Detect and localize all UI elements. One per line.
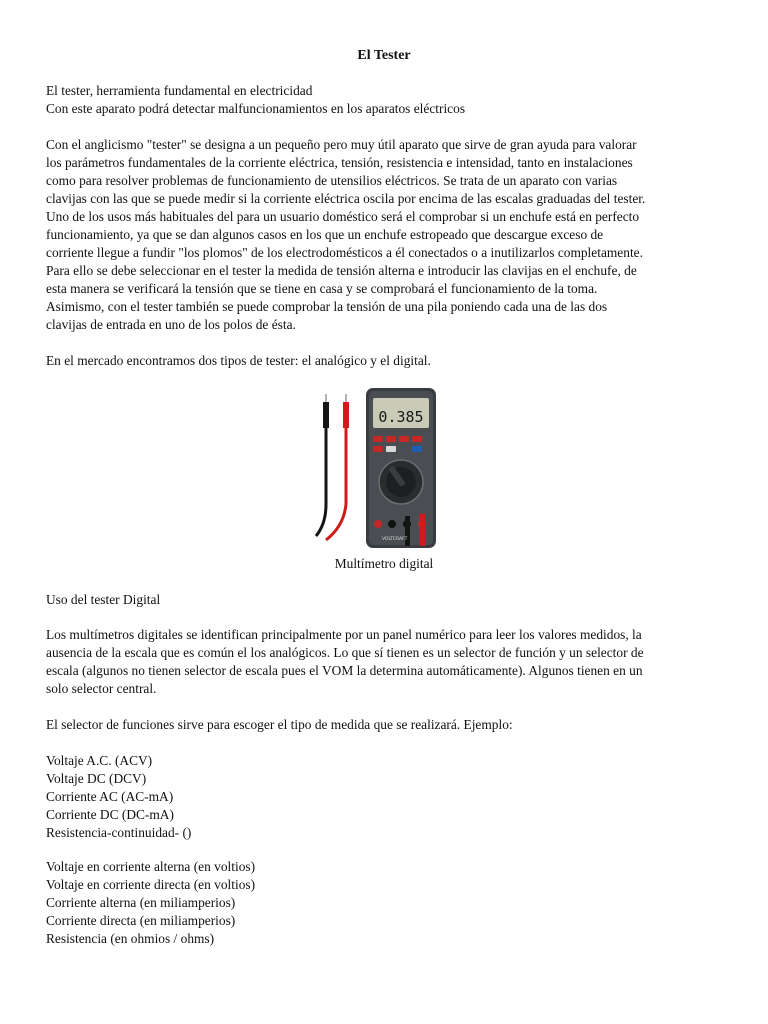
section-heading: Uso del tester Digital — [46, 592, 161, 607]
paragraph-line: funcionamiento, ya que se dan algunos casos en los que un enchufe estropeado que descargue exceso de — [46, 227, 604, 242]
paragraph-3 — [46, 626, 722, 698]
paragraph-line: como para resolver problemas de funcionamiento de utensilios eléctricos. Se trata de un aparato con varias — [46, 173, 618, 188]
list-item: Corriente DC (DC-mA) — [46, 807, 174, 822]
paragraph-line: esta manera se verificará la tensión que se tiene en casa y se comprobará el funcionamiento de la toma. — [46, 281, 598, 296]
document-title: El Tester — [357, 48, 411, 63]
paragraph-line: Uno de los usos más habituales del para un usuario doméstico será el comprobar si un enchufe está en perfecto — [46, 209, 640, 224]
paragraph-2: En el mercado encontramos dos tipos de tester: el analógico y el digital. — [46, 353, 431, 368]
list-item: Voltaje A.C. (ACV) — [46, 753, 153, 768]
paragraph-line: clavijas de entrada en uno de los polos de ésta. — [46, 317, 296, 332]
lcd-display-value: 0.385 — [378, 408, 424, 426]
paragraph-line: escala (algunos no tienen selector de escala pues el VOM la determina automáticamente). Algunos tienen en un — [46, 663, 643, 678]
intro-line: Con este aparato podrá detectar malfuncionamientos en los aparatos eléctricos — [46, 101, 466, 116]
list-item: Voltaje en corriente directa (en voltios) — [46, 877, 256, 892]
figure-caption: Multímetro digital — [334, 556, 434, 571]
function-list-description — [46, 858, 722, 948]
paragraph-line: los parámetros fundamentales de la corriente eléctrica, tensión, resistencia e intensidad, tanto en instalaciones — [46, 155, 633, 170]
paragraph-line: Con el anglicismo "tester" se designa a un pequeño pero muy útil aparato que sirve de gran ayuda para valorar — [46, 137, 637, 152]
list-item: Resistencia (en ohmios / ohms) — [46, 931, 215, 946]
paragraph-1 — [46, 136, 722, 334]
list-item: Voltaje DC (DCV) — [46, 771, 147, 786]
list-item: Resistencia-continuidad- () — [46, 825, 192, 840]
paragraph-line: clavijas con las que se puede medir si la corriente eléctrica oscila por encima de las escalas graduadas del tester. — [46, 191, 646, 206]
list-item: Corriente alterna (en miliamperios) — [46, 895, 236, 910]
paragraph-4: El selector de funciones sirve para escoger el tipo de medida que se realizará. Ejemplo: — [46, 717, 513, 732]
function-list-abbrev — [46, 752, 722, 842]
paragraph-line: ausencia de la escala que es común el los analógicos. Lo que sí tienen es un selector de función y un selector de — [46, 645, 644, 660]
multimeter-image — [312, 384, 452, 552]
paragraph-line: solo selector central. — [46, 681, 157, 696]
paragraph-line: Los multímetros digitales se identifican principalmente por un panel numérico para leer los valores medidos, la — [46, 627, 642, 642]
meter-brand-label: VOLTCRAFT — [382, 537, 408, 542]
paragraph-line: Asimismo, con el tester también se puede comprobar la tensión de una pila poniendo cada una de las dos — [46, 299, 608, 314]
paragraph-line: Para ello se debe seleccionar en el tester la medida de tensión alterna e introducir las clavijas en el enchufe, de — [46, 263, 637, 278]
list-item: Corriente AC (AC-mA) — [46, 789, 174, 804]
list-item: Corriente directa (en miliamperios) — [46, 913, 236, 928]
intro-line: El tester, herramienta fundamental en electricidad — [46, 83, 313, 98]
paragraph-line: corriente llegue a fundir "los plomos" de los electrodomésticos a él conectados o a inutilizarlos completamente. — [46, 245, 643, 260]
intro-block — [46, 82, 722, 118]
list-item: Voltaje en corriente alterna (en voltios) — [46, 859, 256, 874]
multimeter-illustration — [312, 384, 452, 552]
